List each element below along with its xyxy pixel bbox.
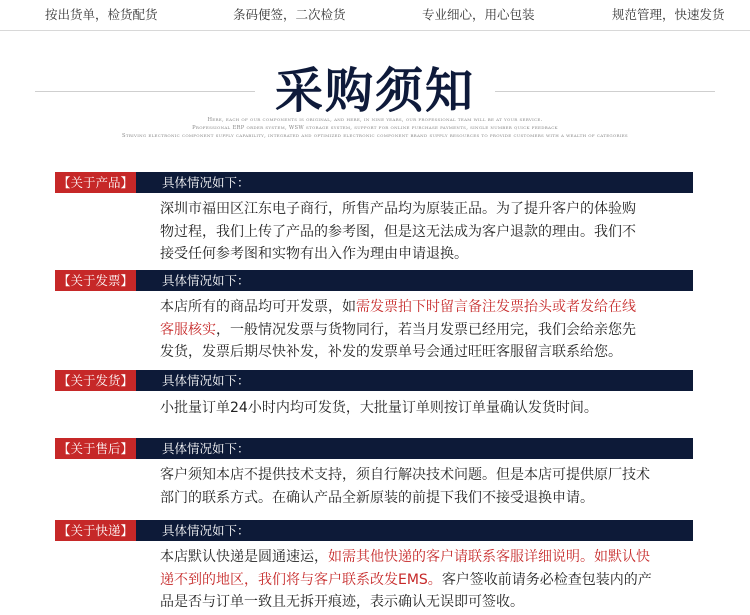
section-tag: 【关于产品】	[55, 172, 136, 193]
highlight-text: 如需其他快递的客户请联系客服详细说明。如默认快	[328, 549, 650, 565]
paragraph-line	[160, 464, 660, 487]
body-text: 本店所有的商品均可开发票，如	[160, 299, 356, 315]
paragraph-line	[160, 243, 660, 266]
section-tag: 【关于发票】	[55, 270, 136, 291]
body-text: 接受任何参考图和实物有出入作为理由申请退换。	[160, 246, 468, 262]
body-text: 客户签收前请务必检查包装内的产	[441, 571, 652, 588]
section-header-aftersales	[55, 438, 693, 459]
body-text: 小批量订单24小时内均可发货，大批量订单则按订单量确认发货时间。	[160, 400, 598, 416]
top-banner-item-4: 规范管理，快速发货	[612, 7, 725, 22]
section-body-invoice	[160, 296, 660, 364]
section-body-shipping	[160, 397, 660, 420]
paragraph-line	[160, 591, 660, 614]
paragraph-line	[160, 221, 660, 244]
section-header-invoice	[55, 270, 693, 291]
section-tag: 【关于发货】	[55, 370, 136, 391]
section-label: 具体情况如下：	[162, 523, 250, 538]
section-body-express	[160, 546, 660, 614]
body-text: 部门的联系方式。在确认产品全新原装的前提下我们不接受退换申请。	[160, 489, 594, 506]
top-banner-item-2: 条码便签，二次检货	[233, 7, 346, 22]
section-header-express	[55, 520, 693, 541]
top-banner	[0, 0, 750, 30]
body-text: 发货，发票后期尽快补发，补发的发票单号会通过旺旺客服留言联系给您。	[160, 344, 622, 360]
paragraph-line	[160, 198, 660, 221]
paragraph-line	[160, 569, 660, 592]
top-divider	[0, 30, 750, 31]
paragraph-line	[160, 546, 660, 569]
body-text: 本店默认快递是圆通速运，	[160, 549, 328, 565]
top-banner-item-1: 按出货单，检货配货	[45, 7, 158, 22]
section-label: 具体情况如下：	[162, 373, 250, 388]
section-body-aftersales	[160, 464, 660, 509]
subtitle-line-2: Professional ERP order system, WSW storage system, support for online purchase payments, single number quick feedback	[192, 125, 558, 131]
top-banner-item-3: 专业细心，用心包装	[422, 7, 535, 22]
paragraph-line	[160, 487, 660, 510]
body-text: 品是否与订单一致且无拆开痕迹，表示确认无误即可签收。	[160, 594, 524, 610]
paragraph-line	[160, 296, 660, 319]
paragraph-line	[160, 397, 660, 420]
section-body-product	[160, 198, 660, 266]
subtitle-line-1: Here, each of our components is original, and here, in nine years, our professional team will be at your service.	[207, 117, 543, 123]
section-label: 具体情况如下：	[162, 175, 250, 190]
body-text: 客户须知本店不提供技术支持，须自行解决技术问题。但是本店可提供原厂技术	[160, 467, 650, 483]
body-text: 深圳市福田区江东电子商行，所售产品均为原装正品。为了提升客户的体验购	[160, 201, 636, 217]
highlight-text: 需发票拍下时留言备注发票抬头或者发给在线	[356, 299, 636, 315]
highlight-text: 客服核实	[160, 321, 216, 338]
section-header-product	[55, 172, 693, 193]
paragraph-line	[160, 319, 660, 342]
title-rule-right	[495, 91, 715, 92]
section-tag: 【关于售后】	[55, 438, 136, 459]
section-label: 具体情况如下：	[162, 273, 250, 288]
body-text: ，一般情况发票与货物同行，若当月发票已经用完，我们会给亲您先	[216, 321, 636, 338]
body-text: 物过程，我们上传了产品的参考图，但是这无法成为客户退款的理由。我们不	[160, 223, 636, 240]
section-label: 具体情况如下：	[162, 441, 250, 456]
highlight-text: 递不到的地区，我们将与客户联系改发EMS。	[160, 571, 442, 588]
section-header-shipping	[55, 370, 693, 391]
subtitle-line-3: Striving electronic component supply capability, integrated and optimized electronic component brand supply resources to provide customers with a wealth of categories	[122, 133, 628, 139]
paragraph-line	[160, 341, 660, 364]
section-tag: 【关于快递】	[55, 520, 136, 541]
page-title: 采购须知	[274, 63, 475, 119]
